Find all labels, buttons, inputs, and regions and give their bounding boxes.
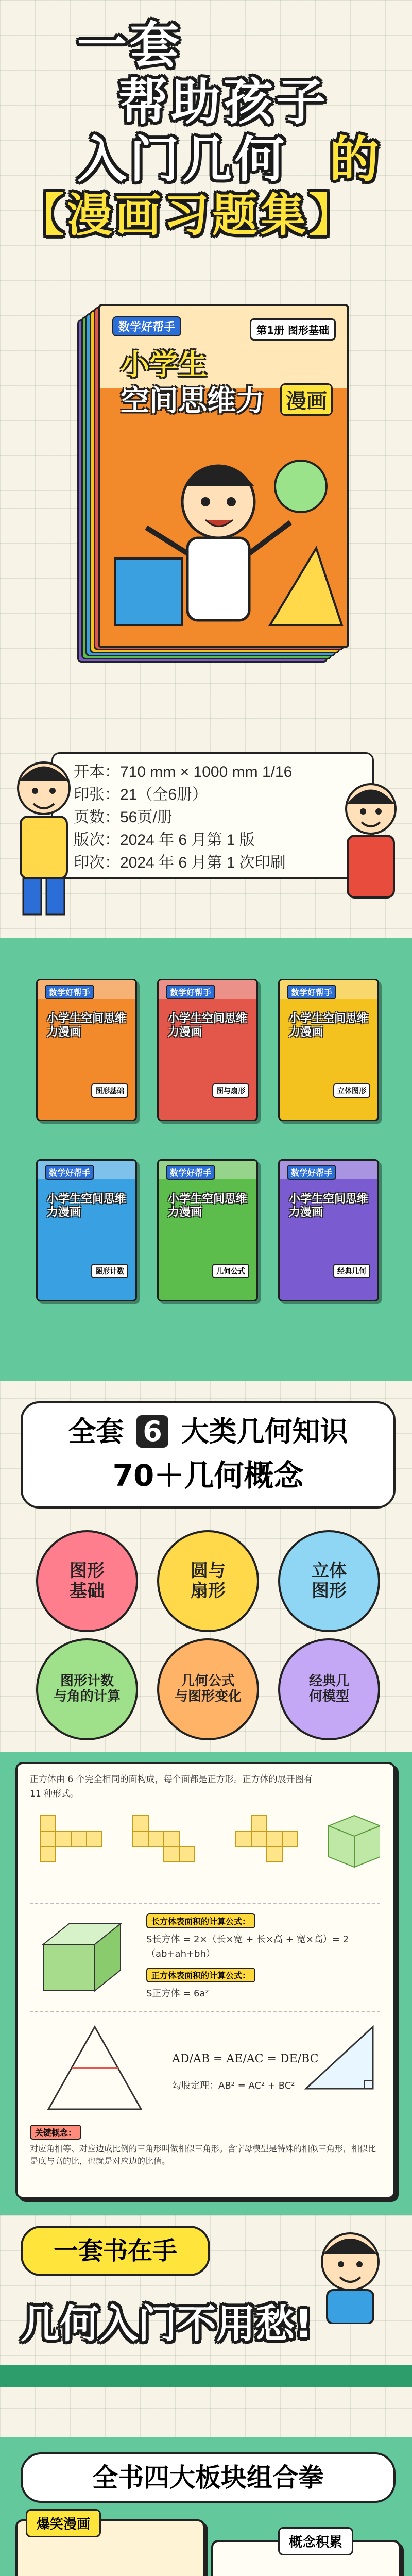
slogan1-line2: 几何入门不用愁!: [21, 2301, 313, 2347]
book-title: 小学生空间思维力漫画: [47, 1012, 127, 1039]
hero-section: [0, 0, 412, 938]
features-num: 6: [136, 1415, 168, 1448]
features-post: 大类几何知识: [181, 1415, 348, 1448]
hero-title-line3: 入门几何: [77, 131, 287, 189]
lesson-page: [15, 1762, 396, 2199]
books-grid-section: [0, 938, 412, 1381]
topic-circle: 几何公式 与图形变化: [157, 1638, 259, 1740]
cuboid-formula: S长方体 = 2×（长×宽 + 长×高 + 宽×高）= 2（ab+ah+bh）: [146, 1934, 349, 1959]
similar-triangles-illustration: [38, 2022, 151, 2120]
modules-section: [0, 2437, 412, 2576]
key-concept-box: [30, 2125, 380, 2167]
book-card: 数学好帮手 小学生空间思维力漫画 几何公式: [157, 1159, 258, 1301]
book-stack: [77, 304, 345, 675]
kid-thumbsup-illustration: [335, 773, 407, 927]
spec-row: 印张：21（全6册）: [74, 786, 208, 803]
spec-row: 页数：56页/册: [74, 809, 173, 826]
kid-pointing-illustration: [5, 752, 82, 917]
book-volume: 图形基础: [91, 1083, 128, 1098]
book-card: 数学好帮手 小学生空间思维力漫画 图与扇形: [157, 979, 258, 1121]
lesson-intro: 正方体由 6 个完全相同的面构成，每个面都是正方形。正方体的展开图有 11 种形式。: [30, 1774, 313, 1799]
key-text: 对应角相等、对应边成比例的三角形叫做相似三角形。含字母模型是特殊的相似三角形，相似比是底与高的比，也就是对应边的比值。: [30, 2144, 376, 2166]
book-card: 数学好帮手 小学生空间思维力漫画 经典几何: [278, 1159, 379, 1301]
volume-topic: 图形基础: [288, 324, 329, 336]
ratio-formula: AD/AB = AE/AC = DE/BC: [172, 2053, 319, 2065]
cover-character-illustration: [100, 425, 347, 648]
topic-circle: 圆与 扇形: [157, 1530, 259, 1632]
comic-scene-illustration: [23, 2557, 198, 2576]
hero-title-line2: 帮助孩子: [118, 73, 329, 131]
lesson-section: [0, 1752, 412, 2215]
cover-title-suffix: 漫画: [280, 383, 333, 416]
book-card: 数学好帮手 小学生空间思维力漫画 立体图形: [278, 979, 379, 1121]
front-cover: [98, 304, 349, 648]
right-triangle-illustration: [296, 2016, 383, 2099]
features-pre: 全套: [68, 1415, 124, 1448]
series-tag: 数学好帮手: [112, 316, 181, 336]
book-card: 数学好帮手 小学生空间思维力漫画 图形计数: [36, 1159, 137, 1301]
book-specs-card: [52, 752, 374, 879]
topic-circle: 立体 图形: [278, 1530, 380, 1632]
key-label: 关键概念：: [30, 2125, 81, 2140]
volume-number: 第1册: [256, 324, 285, 336]
features-section: [0, 1381, 412, 1752]
tab-concept: 概念积累: [278, 2527, 353, 2555]
cube-nets-illustration: [30, 1810, 380, 1888]
spec-row: 印次：2024 年 6 月第 1 次印刷: [74, 854, 286, 871]
cube-formula: S正方体 = 6a²: [146, 1988, 209, 1999]
book-card: 数学好帮手 小学生空间思维力漫画 图形基础: [36, 979, 137, 1121]
slogan1-line1: 一套书在手: [21, 2226, 210, 2276]
topic-circle: 图形 基础: [36, 1530, 138, 1632]
topic-circle: 经典几 何模型: [278, 1638, 380, 1740]
cuboid-illustration: [33, 1913, 136, 2001]
tab-comic: 爆笑漫画: [26, 2509, 101, 2537]
spec-row: 开本：710 mm × 1000 mm 1/16: [74, 764, 293, 781]
spec-row: 版次：2024 年 6 月第 1 版: [74, 832, 255, 849]
hero-title-de: 的: [330, 131, 382, 189]
hero-title-line1: 一套: [77, 16, 182, 74]
slogan1-section: [0, 2215, 412, 2437]
pythagoras: 勾股定理：AB² = AC² + BC²: [172, 2080, 295, 2091]
cover-title-2: 空间思维力: [121, 384, 265, 418]
pointing-kid-illustration: [299, 2221, 402, 2324]
features-headline: [21, 1401, 396, 1509]
cover-volume: [250, 318, 336, 341]
features-line2: 70＋几何概念: [112, 1458, 304, 1493]
topic-circle: 图形计数 与角的计算: [36, 1638, 138, 1740]
hero-title-line4: 【漫画习题集】: [19, 189, 358, 242]
cover-title-1: 小学生: [121, 348, 207, 382]
modules-heading: 全书四大板块组合拳: [21, 2452, 396, 2503]
cube-heading: 正方体表面积的计算公式：: [146, 1968, 255, 1982]
cuboid-heading: 长方体表面积的计算公式：: [146, 1913, 255, 1928]
